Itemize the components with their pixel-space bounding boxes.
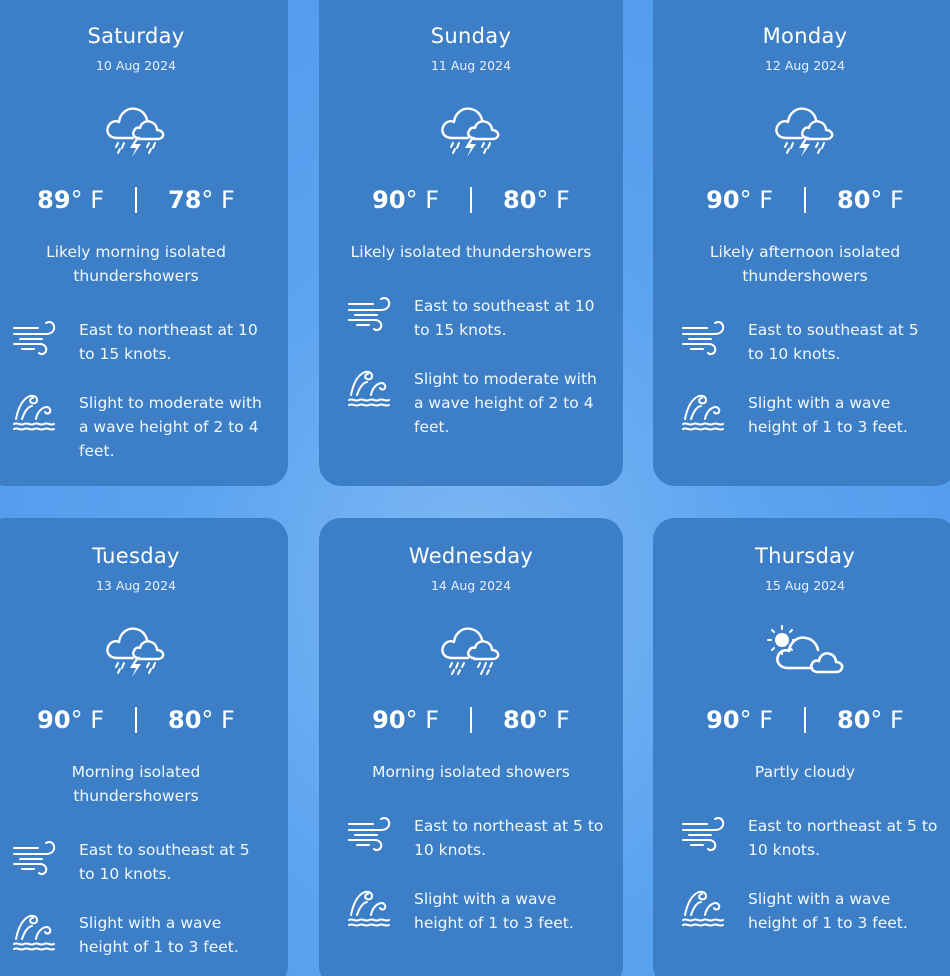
wave-icon bbox=[681, 887, 727, 927]
wind-text: East to southeast at 5 to 10 knots. bbox=[748, 321, 919, 363]
temperature-range bbox=[319, 184, 623, 216]
day-name: Thursday bbox=[754, 544, 856, 568]
rain-cloud-icon bbox=[438, 618, 504, 680]
forecast-date: 12 Aug 2024 bbox=[764, 58, 846, 73]
low-temperature: 78° F bbox=[168, 186, 235, 214]
wave-icon bbox=[681, 391, 727, 431]
temperature-divider bbox=[470, 187, 472, 213]
temperature-range bbox=[653, 184, 950, 216]
forecast-date: 13 Aug 2024 bbox=[95, 578, 177, 593]
wave-icon bbox=[12, 911, 58, 951]
weather-summary: Morning isolated showers bbox=[372, 763, 570, 781]
wind-text: East to northeast at 10 to 15 knots. bbox=[79, 321, 258, 363]
weather-summary: Morning isolated thundershowers bbox=[71, 763, 201, 805]
thunderstorm-cloud-icon bbox=[772, 98, 838, 160]
forecast-date: 14 Aug 2024 bbox=[430, 578, 512, 593]
high-temperature: 90° F bbox=[372, 186, 439, 214]
temperature-divider bbox=[135, 187, 137, 213]
wave-detail bbox=[347, 887, 605, 943]
forecast-card-sunday bbox=[319, 0, 623, 486]
day-name: Saturday bbox=[87, 24, 185, 48]
high-temperature: 90° F bbox=[706, 706, 773, 734]
wind-icon bbox=[347, 814, 393, 854]
temperature-range bbox=[0, 704, 288, 736]
wave-detail bbox=[681, 391, 939, 447]
high-temperature: 90° F bbox=[372, 706, 439, 734]
temperature-range bbox=[653, 704, 950, 736]
temperature-range bbox=[319, 704, 623, 736]
wind-detail bbox=[12, 838, 270, 894]
wave-detail bbox=[347, 367, 605, 436]
day-name: Sunday bbox=[430, 24, 512, 48]
wind-icon bbox=[681, 318, 727, 358]
wave-text: Slight with a wave height of 1 to 3 feet. bbox=[79, 914, 239, 956]
high-temperature: 90° F bbox=[706, 186, 773, 214]
wind-icon bbox=[12, 318, 58, 358]
wave-text: Slight to moderate with a wave height of 2 to 4 feet. bbox=[414, 370, 597, 436]
wave-detail bbox=[681, 887, 939, 943]
temperature-divider bbox=[135, 707, 137, 733]
day-name: Monday bbox=[762, 24, 848, 48]
thunderstorm-cloud-icon bbox=[103, 98, 169, 160]
temperature-divider bbox=[804, 707, 806, 733]
forecast-card-monday bbox=[653, 0, 950, 486]
wave-text: Slight to moderate with a wave height of 2 to 4 feet. bbox=[79, 394, 262, 460]
forecast-date: 10 Aug 2024 bbox=[95, 58, 177, 73]
high-temperature: 89° F bbox=[37, 186, 104, 214]
wind-text: East to northeast at 5 to 10 knots. bbox=[748, 817, 938, 859]
forecast-card-tuesday bbox=[0, 518, 288, 976]
wave-text: Slight with a wave height of 1 to 3 feet. bbox=[748, 890, 908, 932]
wind-detail bbox=[347, 294, 605, 350]
wave-detail bbox=[12, 391, 270, 460]
weather-summary: Likely isolated thundershowers bbox=[350, 243, 592, 261]
thunderstorm-cloud-icon bbox=[103, 618, 169, 680]
low-temperature: 80° F bbox=[837, 186, 904, 214]
wave-text: Slight with a wave height of 1 to 3 feet. bbox=[414, 890, 574, 932]
wind-icon bbox=[12, 838, 58, 878]
wave-icon bbox=[347, 367, 393, 407]
low-temperature: 80° F bbox=[168, 706, 235, 734]
forecast-card-saturday bbox=[0, 0, 288, 486]
low-temperature: 80° F bbox=[837, 706, 904, 734]
temperature-divider bbox=[470, 707, 472, 733]
temperature-range bbox=[0, 184, 288, 216]
wind-detail bbox=[681, 318, 939, 374]
forecast-date: 15 Aug 2024 bbox=[764, 578, 846, 593]
wind-detail bbox=[681, 814, 939, 870]
high-temperature: 90° F bbox=[37, 706, 104, 734]
wind-detail bbox=[12, 318, 270, 374]
weather-summary: Partly cloudy bbox=[754, 763, 856, 781]
weather-summary: Likely afternoon isolated thundershowers bbox=[709, 243, 901, 285]
weather-summary: Likely morning isolated thundershowers bbox=[46, 243, 226, 285]
partly-cloudy-icon bbox=[764, 618, 846, 680]
temperature-divider bbox=[804, 187, 806, 213]
wind-icon bbox=[347, 294, 393, 334]
wave-icon bbox=[347, 887, 393, 927]
wind-text: East to southeast at 5 to 10 knots. bbox=[79, 841, 250, 883]
wind-detail bbox=[347, 814, 605, 870]
wind-text: East to northeast at 5 to 10 knots. bbox=[414, 817, 604, 859]
forecast-date: 11 Aug 2024 bbox=[430, 58, 512, 73]
wind-icon bbox=[681, 814, 727, 854]
low-temperature: 80° F bbox=[503, 706, 570, 734]
day-name: Tuesday bbox=[92, 544, 180, 568]
wave-text: Slight with a wave height of 1 to 3 feet. bbox=[748, 394, 908, 436]
wave-detail bbox=[12, 911, 270, 967]
forecast-card-wednesday bbox=[319, 518, 623, 976]
low-temperature: 80° F bbox=[503, 186, 570, 214]
forecast-card-thursday bbox=[653, 518, 950, 976]
wind-text: East to southeast at 10 to 15 knots. bbox=[414, 297, 595, 339]
wave-icon bbox=[12, 391, 58, 431]
day-name: Wednesday bbox=[408, 544, 534, 568]
thunderstorm-cloud-icon bbox=[438, 98, 504, 160]
